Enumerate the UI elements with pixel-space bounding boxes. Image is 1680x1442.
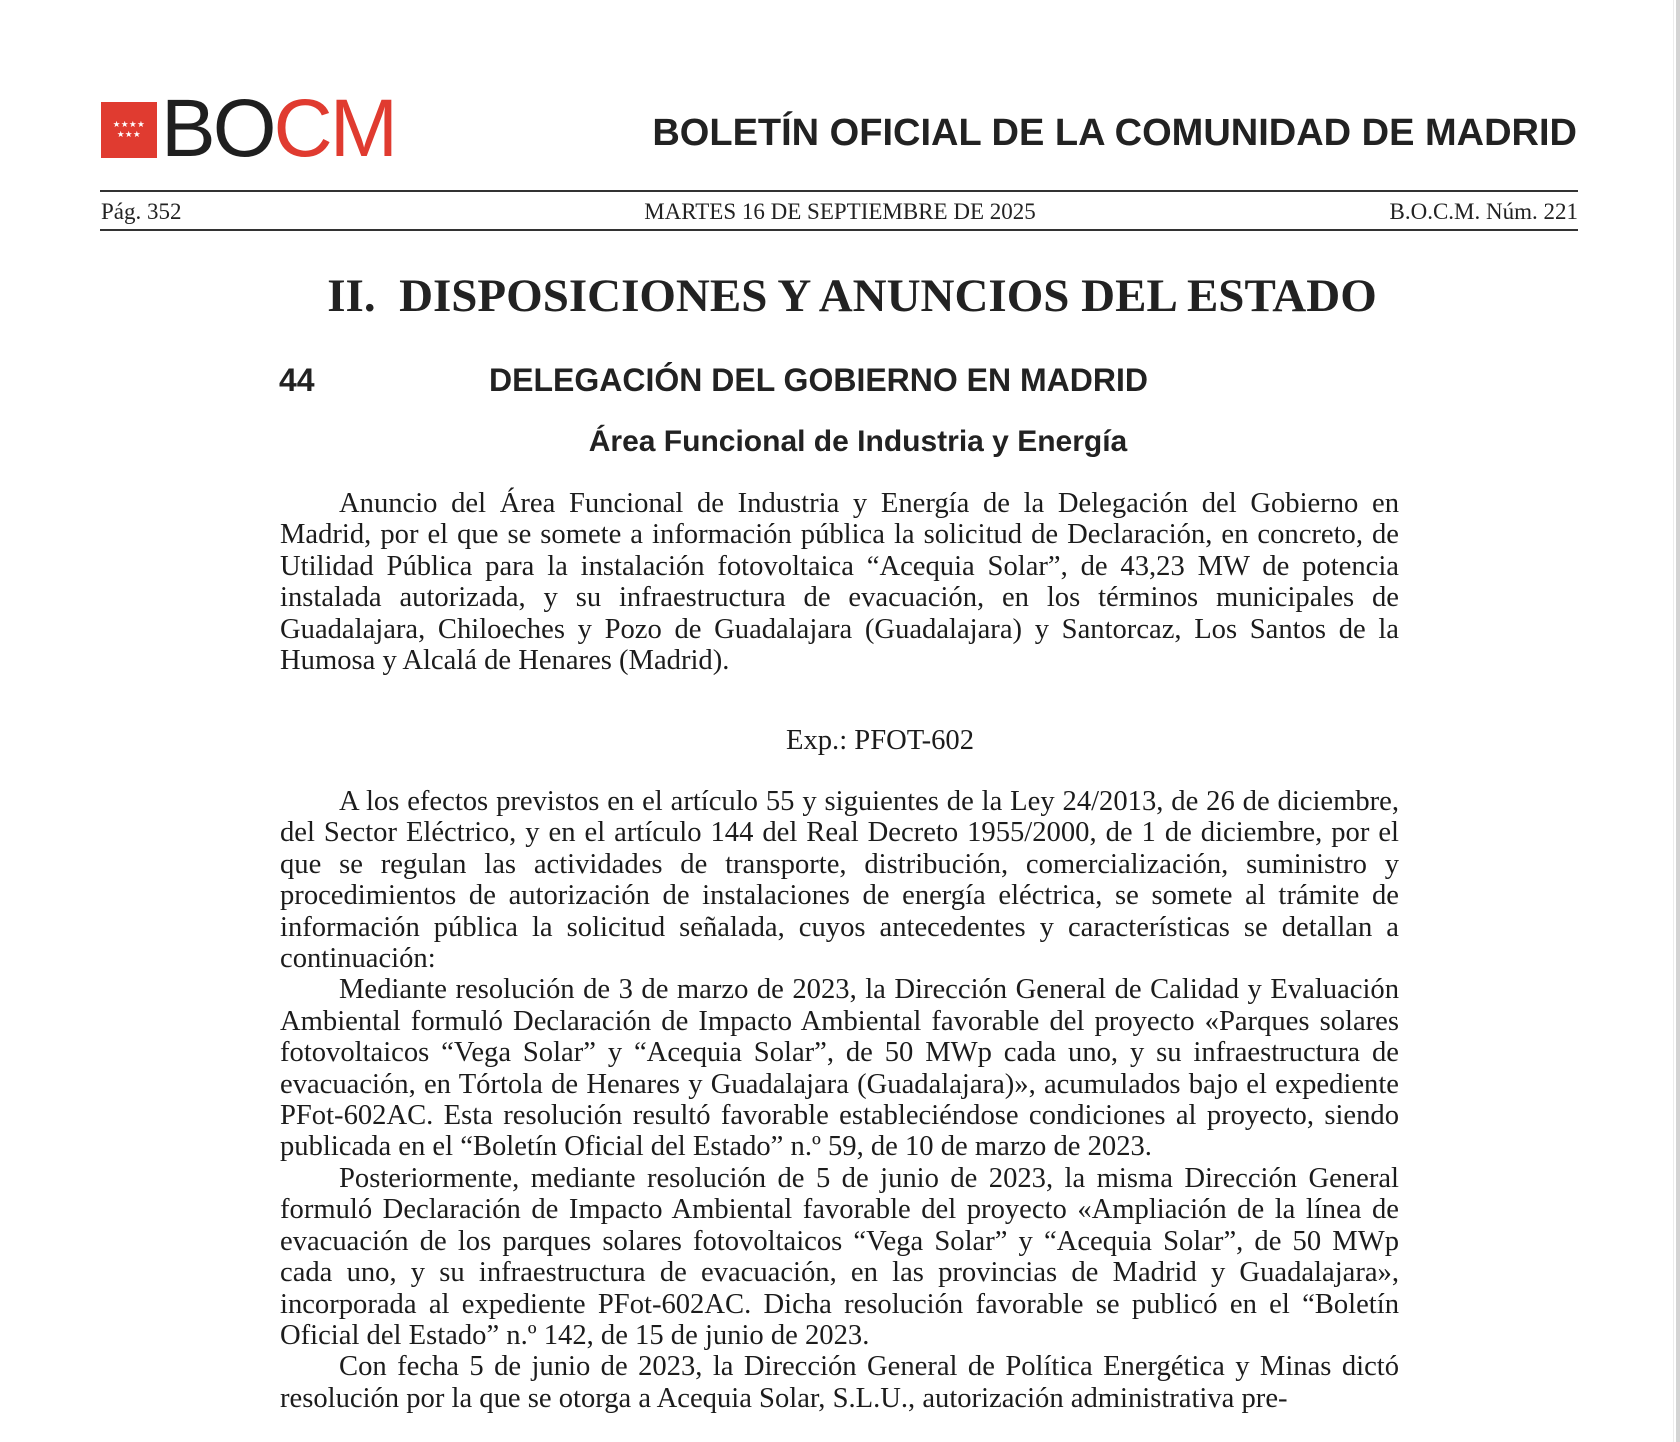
section-title-text: II. DISPOSICIONES Y ANUNCIOS DEL ESTADO [327,270,1377,322]
organization-subunit-text: Área Funcional de Industria y Energía [588,425,1128,458]
body-paragraph: Mediante resolución de 3 de marzo de 2023, la Dirección General de Calidad y Evaluación Ambiental formuló Declaración de Impacto Ambiental favorable del proyecto «Parques solares fotovoltaicos “Vega Solar” y “Acequia Solar”, de 50 MWp cada uno, y su infraestructura de evacuación, en Tórtola de Henares y Guadalajara (Guadalajara)», acumulados bajo el expediente PFot-602AC. Esta resolución resultó favorable estableciéndose condiciones al proyecto, siendo publicada en el “Boletín Oficial del Estado” n.º 59, de 10 de marzo de 2023. [280,974,1399,1163]
organization-subunit [0,424,1680,460]
announcement-number: 44 [279,362,315,398]
header-bottom-rule [100,229,1578,231]
logo-text-cm: CM [273,83,396,174]
announcement-body [280,786,1399,1414]
summary-paragraph: Anuncio del Área Funcional de Industria y Energía de la Delegación del Gobierno en Madrid, por el que se somete a información pública la solicitud de Declaración, en concreto, de Utilidad Pública para la instalación fotovoltaica “Acequia Solar”, de 43,23 MW de potencia instalada autorizada, y su infraestructura de evacuación, en los términos municipales de Guadalajara, Chiloeches y Pozo de Guadalajara (Guadalajara) y Santorcaz, Los Santos de la Humosa y Alcalá de Henares (Madrid). [280,488,1399,677]
expediente-reference [0,725,1680,757]
madrid-flag-logo-icon [101,102,157,158]
body-paragraph: Posteriormente, mediante resolución de 5 de junio de 2023, la misma Dirección General formuló Declaración de Impacto Ambiental favorable del proyecto «Ampliación de la línea de evacuación de los parques solares fotovoltaicos “Vega Solar” y “Acequia Solar”, de 50 MWp cada uno, y su infraestructura de evacuación, en las provincias de Madrid y Guadalajara», incorporada al expediente PFot-602AC. Dicha resolución favorable se publicó en el “Boletín Oficial del Estado” n.º 142, de 15 de junio de 2023. [280,1162,1399,1351]
section-title [0,268,1680,324]
issue-number: B.O.C.M. Núm. 221 [1389,199,1578,224]
organization-title: DELEGACIÓN DEL GOBIERNO EN MADRID [489,362,1148,398]
body-paragraph: Con fecha 5 de junio de 2023, la Dirección General de Política Energética y Minas dictó resolución por la que se otorga a Acequia Solar, S.L.U., autorización administrativa pre- [280,1351,1399,1414]
body-paragraph: A los efectos previstos en el artículo 55 y siguientes de la Ley 24/2013, de 26 de diciembre, del Sector Eléctrico, y en el artículo 144 del Real Decreto 1955/2000, de 1 de diciembre, por el que se regulan las actividades de transporte, distribución, comercialización, suministro y procedimientos de autorización de instalaciones de energía eléctrica, se somete al trámite de información pública la solicitud señalada, cuyos antecedentes y características se detallan a continuación: [280,786,1399,975]
page-number: Pág. 352 [101,199,182,224]
flag-stars-row-2: ★★★ [116,130,142,140]
announcement-summary [280,488,1399,676]
logo-text-bo: BO [161,83,274,174]
bulletin-title: BOLETÍN OFICIAL DE LA COMUNIDAD DE MADRID [652,112,1577,154]
header-top-rule [100,190,1578,192]
bocm-logo [161,83,396,174]
issue-date-text: MARTES 16 DE SEPTIEMBRE DE 2025 [644,199,1036,224]
expediente-text: Exp.: PFOT-602 [785,725,974,756]
flag-stars-row-1: ★★★★ [112,120,146,130]
